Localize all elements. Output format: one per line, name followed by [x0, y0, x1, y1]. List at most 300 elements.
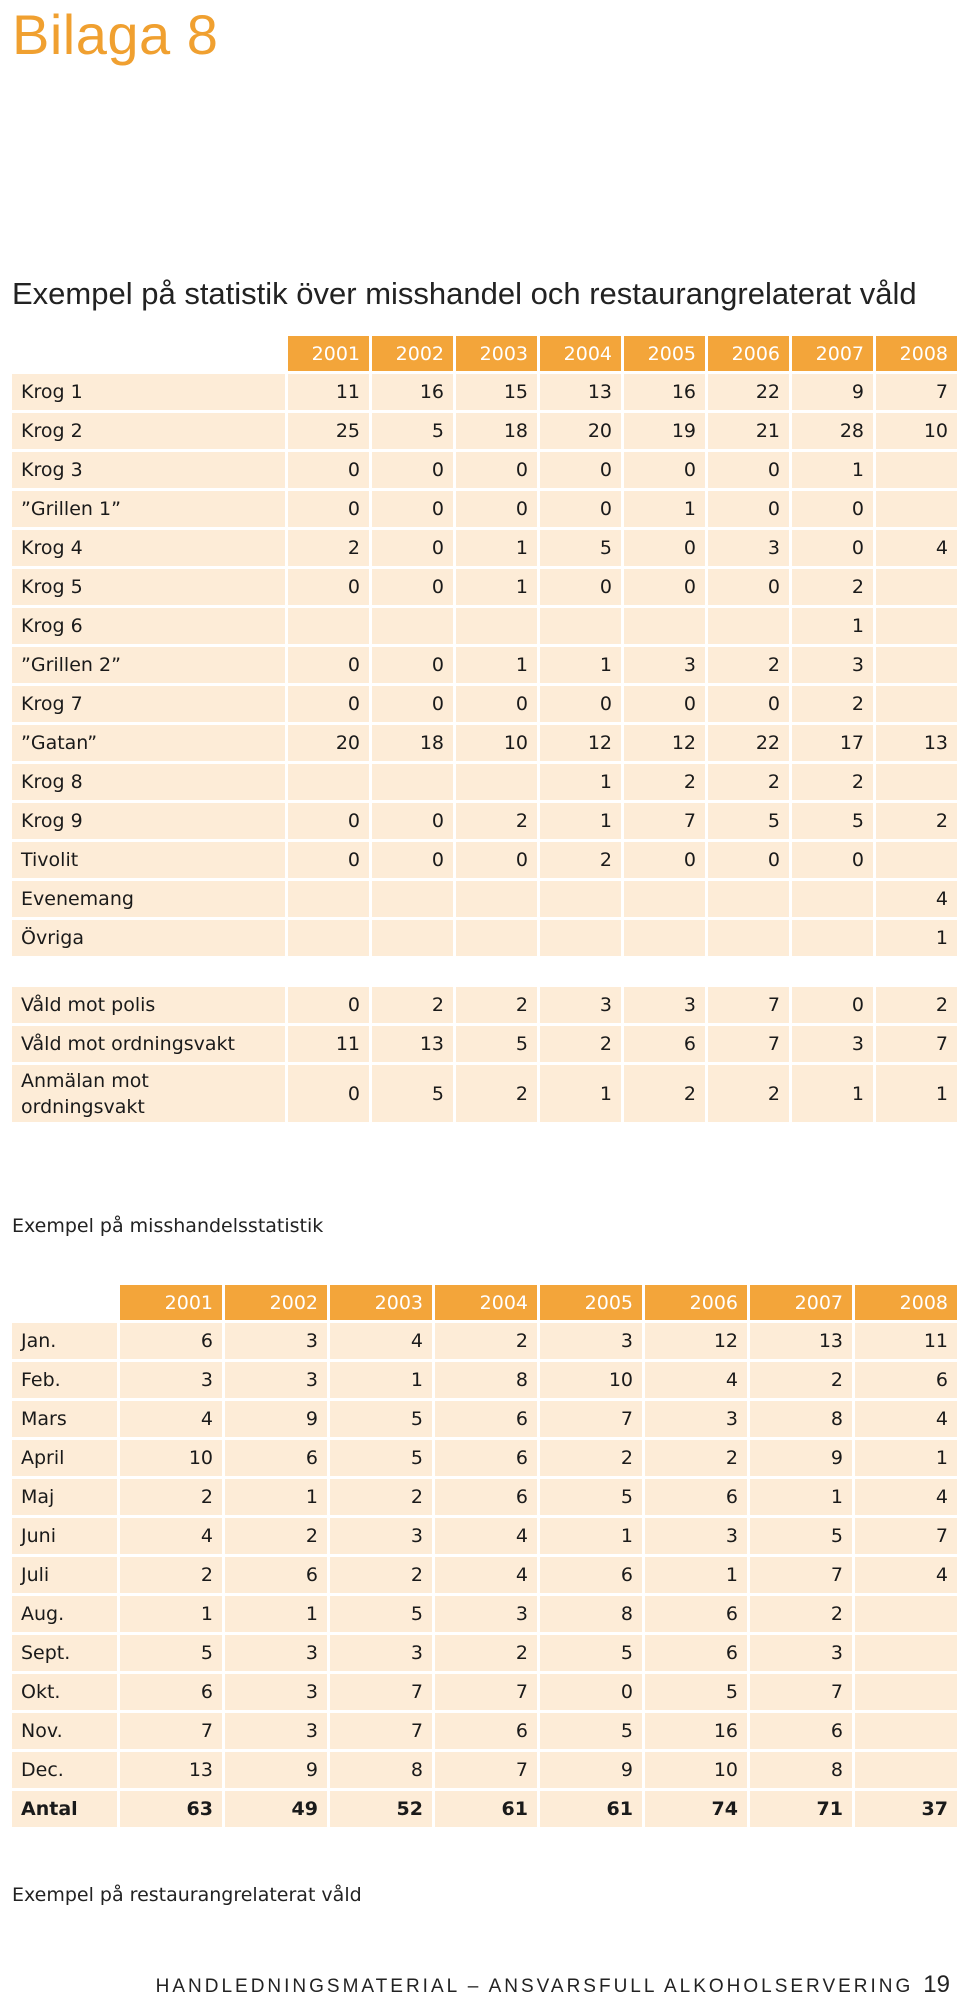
data-cell: 3 — [624, 647, 708, 686]
table-row — [12, 686, 960, 725]
data-cell: 6 — [540, 1557, 645, 1596]
table-row — [12, 1752, 960, 1791]
data-cell: 5 — [330, 1596, 435, 1635]
data-cell: 2 — [330, 1557, 435, 1596]
data-cell: 3 — [792, 1026, 876, 1065]
spacer-cell — [372, 959, 456, 987]
data-cell: 0 — [288, 1065, 372, 1125]
data-cell: 7 — [876, 1026, 960, 1065]
data-cell — [855, 1635, 960, 1674]
data-cell: 2 — [372, 987, 456, 1026]
data-cell: 21 — [708, 413, 792, 452]
data-cell: 9 — [750, 1440, 855, 1479]
data-cell: 0 — [372, 803, 456, 842]
data-cell: 4 — [876, 530, 960, 569]
data-cell: 0 — [372, 647, 456, 686]
data-cell: 8 — [540, 1596, 645, 1635]
data-cell: 2 — [876, 803, 960, 842]
data-cell: 0 — [372, 686, 456, 725]
row-label: Maj — [12, 1479, 120, 1518]
data-cell: 6 — [435, 1401, 540, 1440]
table-row — [12, 1401, 960, 1440]
data-cell: 2 — [750, 1596, 855, 1635]
data-cell: 5 — [330, 1440, 435, 1479]
row-label: Krog 6 — [12, 608, 288, 647]
data-cell: 22 — [708, 374, 792, 413]
data-cell: 2 — [750, 1362, 855, 1401]
data-cell — [876, 842, 960, 881]
data-cell: 28 — [792, 413, 876, 452]
data-cell — [372, 764, 456, 803]
table-row — [12, 1557, 960, 1596]
data-cell — [624, 881, 708, 920]
data-cell: 8 — [750, 1752, 855, 1791]
year-header: 2007 — [792, 336, 876, 374]
data-cell: 0 — [624, 569, 708, 608]
data-cell — [876, 452, 960, 491]
data-cell — [288, 764, 372, 803]
spacer-cell — [12, 959, 288, 987]
row-label: Våld mot ordningsvakt — [12, 1026, 288, 1065]
data-cell — [876, 569, 960, 608]
data-cell: 0 — [456, 452, 540, 491]
data-cell — [372, 608, 456, 647]
row-label: Krog 9 — [12, 803, 288, 842]
data-cell — [288, 608, 372, 647]
data-cell: 1 — [225, 1479, 330, 1518]
year-header: 2004 — [435, 1285, 540, 1323]
data-cell: 1 — [456, 569, 540, 608]
data-cell — [456, 764, 540, 803]
data-cell: 2 — [708, 764, 792, 803]
data-cell: 1 — [876, 1065, 960, 1125]
year-header: 2004 — [540, 336, 624, 374]
data-cell: 5 — [540, 1635, 645, 1674]
data-cell: 7 — [330, 1713, 435, 1752]
data-cell: 1 — [540, 764, 624, 803]
data-cell: 6 — [225, 1440, 330, 1479]
total-cell: 52 — [330, 1791, 435, 1830]
data-cell: 0 — [540, 491, 624, 530]
data-cell: 8 — [435, 1362, 540, 1401]
data-cell: 3 — [225, 1323, 330, 1362]
data-cell: 1 — [855, 1440, 960, 1479]
data-cell: 0 — [456, 686, 540, 725]
row-label: Nov. — [12, 1713, 120, 1752]
data-cell — [708, 881, 792, 920]
row-label: Krog 7 — [12, 686, 288, 725]
data-cell: 0 — [288, 803, 372, 842]
table-row — [12, 725, 960, 764]
data-cell: 5 — [645, 1674, 750, 1713]
data-cell: 1 — [750, 1479, 855, 1518]
data-cell: 0 — [624, 452, 708, 491]
data-cell — [876, 647, 960, 686]
data-cell: 11 — [855, 1323, 960, 1362]
data-cell: 4 — [435, 1518, 540, 1557]
total-cell: 63 — [120, 1791, 225, 1830]
data-cell: 16 — [645, 1713, 750, 1752]
data-cell: 25 — [288, 413, 372, 452]
year-header: 2008 — [855, 1285, 960, 1323]
row-label: Sept. — [12, 1635, 120, 1674]
data-cell: 1 — [330, 1362, 435, 1401]
data-cell: 5 — [120, 1635, 225, 1674]
row-label: Anmälan mot ordningsvakt — [12, 1065, 288, 1125]
table-row — [12, 413, 960, 452]
row-label: Juli — [12, 1557, 120, 1596]
data-cell — [372, 920, 456, 959]
data-cell: 17 — [792, 725, 876, 764]
data-cell: 3 — [120, 1362, 225, 1401]
data-cell: 1 — [120, 1596, 225, 1635]
year-header: 2005 — [540, 1285, 645, 1323]
table-row — [12, 452, 960, 491]
data-cell: 2 — [540, 1026, 624, 1065]
data-cell: 3 — [750, 1635, 855, 1674]
data-cell: 0 — [288, 452, 372, 491]
table-row — [12, 803, 960, 842]
data-cell: 20 — [540, 413, 624, 452]
spacer-cell — [288, 959, 372, 987]
year-header: 2005 — [624, 336, 708, 374]
data-cell: 6 — [435, 1440, 540, 1479]
data-cell: 1 — [540, 647, 624, 686]
data-cell: 18 — [456, 413, 540, 452]
data-cell: 1 — [225, 1596, 330, 1635]
data-cell: 19 — [624, 413, 708, 452]
table-row — [12, 569, 960, 608]
page-footer — [156, 1971, 950, 1999]
data-cell: 2 — [120, 1557, 225, 1596]
data-cell: 2 — [540, 1440, 645, 1479]
data-cell: 0 — [372, 530, 456, 569]
row-label: Tivolit — [12, 842, 288, 881]
row-label: Mars — [12, 1401, 120, 1440]
data-cell: 13 — [372, 1026, 456, 1065]
data-cell: 6 — [120, 1674, 225, 1713]
data-cell: 2 — [456, 1065, 540, 1125]
data-cell: 0 — [288, 647, 372, 686]
table-row — [12, 1596, 960, 1635]
table-row — [12, 987, 960, 1026]
data-cell: 0 — [792, 530, 876, 569]
row-label: Aug. — [12, 1596, 120, 1635]
data-cell: 7 — [120, 1713, 225, 1752]
restaurant-violence-table — [12, 1285, 960, 1830]
data-cell: 2 — [330, 1479, 435, 1518]
year-header: 2008 — [876, 336, 960, 374]
data-cell: 0 — [792, 842, 876, 881]
data-cell: 0 — [456, 842, 540, 881]
data-cell: 3 — [330, 1518, 435, 1557]
data-cell: 11 — [288, 1026, 372, 1065]
year-header: 2003 — [330, 1285, 435, 1323]
data-cell: 0 — [456, 491, 540, 530]
data-cell — [456, 881, 540, 920]
row-label: Okt. — [12, 1674, 120, 1713]
table-row — [12, 608, 960, 647]
spacer-cell — [876, 959, 960, 987]
row-label: Krog 8 — [12, 764, 288, 803]
data-cell: 6 — [645, 1479, 750, 1518]
data-cell: 0 — [372, 491, 456, 530]
data-cell: 0 — [708, 842, 792, 881]
data-cell: 10 — [645, 1752, 750, 1791]
data-cell: 6 — [750, 1713, 855, 1752]
data-cell: 10 — [876, 413, 960, 452]
row-label: Jan. — [12, 1323, 120, 1362]
table-row — [12, 1713, 960, 1752]
row-label: Dec. — [12, 1752, 120, 1791]
table-row — [12, 491, 960, 530]
year-header: 2006 — [645, 1285, 750, 1323]
data-cell: 0 — [372, 569, 456, 608]
table-row — [12, 1026, 960, 1065]
data-cell — [288, 881, 372, 920]
data-cell: 3 — [225, 1674, 330, 1713]
data-cell: 13 — [120, 1752, 225, 1791]
year-header: 2002 — [225, 1285, 330, 1323]
data-cell: 1 — [456, 530, 540, 569]
data-cell: 4 — [855, 1401, 960, 1440]
data-cell: 2 — [876, 987, 960, 1026]
data-cell: 13 — [540, 374, 624, 413]
data-cell: 2 — [120, 1479, 225, 1518]
table-caption-restaurant: Exempel på restaurangrelaterat våld — [12, 1884, 362, 1906]
data-cell: 0 — [708, 686, 792, 725]
data-cell — [855, 1713, 960, 1752]
data-cell — [876, 686, 960, 725]
data-cell — [876, 491, 960, 530]
table-row — [12, 1518, 960, 1557]
data-cell: 10 — [456, 725, 540, 764]
data-cell: 0 — [540, 686, 624, 725]
data-cell: 15 — [456, 374, 540, 413]
year-header: 2006 — [708, 336, 792, 374]
data-cell: 0 — [372, 452, 456, 491]
total-cell: 49 — [225, 1791, 330, 1830]
data-cell: 0 — [540, 1674, 645, 1713]
data-cell — [540, 920, 624, 959]
data-cell: 6 — [120, 1323, 225, 1362]
table-row — [12, 647, 960, 686]
data-cell: 4 — [645, 1362, 750, 1401]
data-cell: 3 — [540, 987, 624, 1026]
page-title: Bilaga 8 — [12, 3, 219, 66]
data-cell — [708, 920, 792, 959]
data-cell: 9 — [225, 1401, 330, 1440]
data-cell: 4 — [120, 1518, 225, 1557]
data-cell: 7 — [750, 1557, 855, 1596]
total-cell: 61 — [540, 1791, 645, 1830]
data-cell: 5 — [540, 530, 624, 569]
data-cell: 2 — [792, 569, 876, 608]
data-cell — [792, 920, 876, 959]
data-cell: 12 — [540, 725, 624, 764]
total-cell: 37 — [855, 1791, 960, 1830]
data-cell: 7 — [708, 1026, 792, 1065]
data-cell: 2 — [645, 1440, 750, 1479]
data-cell: 11 — [288, 374, 372, 413]
row-label: ”Grillen 1” — [12, 491, 288, 530]
data-cell: 2 — [708, 647, 792, 686]
year-header: 2007 — [750, 1285, 855, 1323]
data-cell: 22 — [708, 725, 792, 764]
section-title: Exempel på statistik över misshandel och restaurangrelaterat våld — [12, 276, 917, 311]
data-cell: 0 — [708, 452, 792, 491]
year-header: 2001 — [120, 1285, 225, 1323]
table-row — [12, 842, 960, 881]
table-row — [12, 764, 960, 803]
data-cell: 20 — [288, 725, 372, 764]
row-label: Krog 4 — [12, 530, 288, 569]
data-cell: 9 — [225, 1752, 330, 1791]
data-cell: 0 — [288, 987, 372, 1026]
table-row — [12, 1635, 960, 1674]
data-cell: 0 — [792, 987, 876, 1026]
data-cell: 4 — [855, 1479, 960, 1518]
data-cell: 3 — [225, 1635, 330, 1674]
data-cell: 6 — [225, 1557, 330, 1596]
data-cell: 1 — [624, 491, 708, 530]
data-cell: 6 — [435, 1479, 540, 1518]
row-label: ”Grillen 2” — [12, 647, 288, 686]
table-caption-assault: Exempel på misshandelsstatistik — [12, 1215, 324, 1237]
data-cell: 3 — [225, 1362, 330, 1401]
data-cell: 10 — [540, 1362, 645, 1401]
table-header-blank — [12, 1285, 120, 1323]
data-cell: 18 — [372, 725, 456, 764]
data-cell: 0 — [792, 491, 876, 530]
data-cell: 3 — [645, 1518, 750, 1557]
data-cell — [456, 920, 540, 959]
row-label: April — [12, 1440, 120, 1479]
data-cell — [855, 1752, 960, 1791]
data-cell — [624, 920, 708, 959]
table-row — [12, 881, 960, 920]
data-cell: 2 — [708, 1065, 792, 1125]
page-number: 19 — [923, 1971, 950, 1998]
year-header: 2001 — [288, 336, 372, 374]
data-cell: 0 — [288, 686, 372, 725]
data-cell: 0 — [288, 569, 372, 608]
data-cell: 0 — [624, 530, 708, 569]
data-cell: 13 — [750, 1323, 855, 1362]
row-label: Krog 1 — [12, 374, 288, 413]
data-cell: 2 — [624, 1065, 708, 1125]
spacer-cell — [456, 959, 540, 987]
row-label: ”Gatan” — [12, 725, 288, 764]
data-cell: 3 — [645, 1401, 750, 1440]
data-cell: 3 — [624, 987, 708, 1026]
data-cell — [792, 881, 876, 920]
data-cell: 3 — [540, 1323, 645, 1362]
data-cell: 3 — [225, 1713, 330, 1752]
data-cell: 0 — [540, 452, 624, 491]
spacer-cell — [624, 959, 708, 987]
row-label: Övriga — [12, 920, 288, 959]
data-cell: 5 — [750, 1518, 855, 1557]
data-cell: 5 — [708, 803, 792, 842]
spacer-cell — [792, 959, 876, 987]
data-cell: 8 — [330, 1752, 435, 1791]
data-cell: 7 — [708, 987, 792, 1026]
data-cell: 16 — [624, 374, 708, 413]
data-cell: 0 — [708, 569, 792, 608]
data-cell: 4 — [120, 1401, 225, 1440]
data-cell: 6 — [435, 1713, 540, 1752]
data-cell: 12 — [624, 725, 708, 764]
assault-statistics-table — [12, 336, 960, 1125]
data-cell: 7 — [330, 1674, 435, 1713]
data-cell: 0 — [540, 569, 624, 608]
row-label: Krog 2 — [12, 413, 288, 452]
data-cell: 1 — [792, 1065, 876, 1125]
table-row — [12, 1065, 960, 1125]
data-cell: 1 — [540, 803, 624, 842]
data-cell: 6 — [855, 1362, 960, 1401]
data-cell: 3 — [708, 530, 792, 569]
data-cell: 8 — [750, 1401, 855, 1440]
data-cell — [855, 1674, 960, 1713]
row-label: Krog 5 — [12, 569, 288, 608]
total-cell: 71 — [750, 1791, 855, 1830]
data-cell: 2 — [456, 803, 540, 842]
table-spacer — [12, 959, 960, 987]
data-cell: 7 — [435, 1752, 540, 1791]
data-cell: 1 — [540, 1065, 624, 1125]
data-cell: 4 — [876, 881, 960, 920]
data-cell — [624, 608, 708, 647]
data-cell: 10 — [120, 1440, 225, 1479]
data-cell: 2 — [288, 530, 372, 569]
row-label: Krog 3 — [12, 452, 288, 491]
data-cell — [876, 608, 960, 647]
data-cell: 4 — [330, 1323, 435, 1362]
data-cell — [372, 881, 456, 920]
data-cell: 7 — [435, 1674, 540, 1713]
total-row — [12, 1791, 960, 1830]
data-cell: 2 — [540, 842, 624, 881]
data-cell — [540, 881, 624, 920]
data-cell: 7 — [624, 803, 708, 842]
data-cell: 6 — [645, 1596, 750, 1635]
data-cell: 0 — [708, 491, 792, 530]
data-cell: 12 — [645, 1323, 750, 1362]
data-cell — [708, 608, 792, 647]
row-label: Feb. — [12, 1362, 120, 1401]
data-cell: 0 — [288, 491, 372, 530]
row-label: Evenemang — [12, 881, 288, 920]
table-row — [12, 1479, 960, 1518]
data-cell: 1 — [645, 1557, 750, 1596]
data-cell — [456, 608, 540, 647]
table-row — [12, 1674, 960, 1713]
data-cell — [855, 1596, 960, 1635]
data-cell: 0 — [372, 842, 456, 881]
data-cell: 2 — [792, 686, 876, 725]
data-cell: 5 — [372, 1065, 456, 1125]
data-cell: 1 — [792, 452, 876, 491]
data-cell: 6 — [645, 1635, 750, 1674]
spacer-cell — [540, 959, 624, 987]
data-cell: 0 — [624, 686, 708, 725]
spacer-cell — [708, 959, 792, 987]
data-cell: 5 — [540, 1713, 645, 1752]
table-row — [12, 920, 960, 959]
data-cell: 9 — [792, 374, 876, 413]
